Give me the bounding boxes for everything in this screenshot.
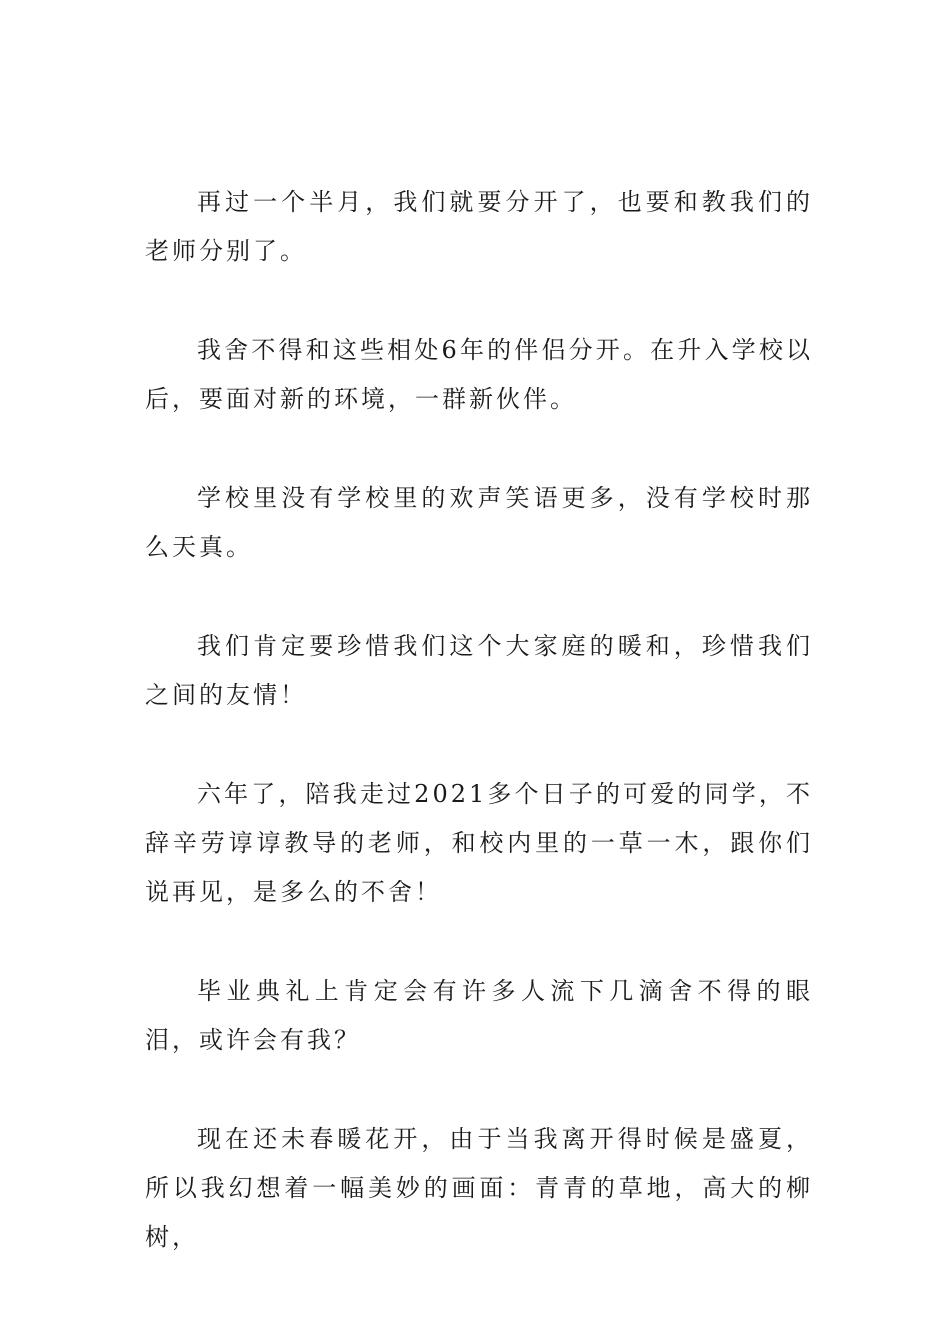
paragraph-2: 我舍不得和这些相处6年的伴侣分开。在升入学校以后，要面对新的环境，一群新伙伴。 xyxy=(145,336,813,413)
paragraph-4: 我们肯定要珍惜我们这个大家庭的暖和，珍惜我们之间的友情！ xyxy=(145,632,813,709)
paragraph-5: 六年了，陪我走过2021多个日子的可爱的同学，不辞辛劳谆谆教导的老师，和校内里的一草一木，跟你们说再见，是多么的不舍！ xyxy=(145,780,813,906)
paragraph-6: 毕业典礼上肯定会有许多人流下几滴舍不得的眼泪，或许会有我？ xyxy=(145,977,813,1054)
paragraph-1: 再过一个半月，我们就要分开了，也要和教我们的老师分别了。 xyxy=(145,188,813,265)
document-body xyxy=(145,178,813,1312)
paragraph-3: 学校里没有学校里的欢声笑语更多，没有学校时那么天真。 xyxy=(145,484,813,561)
paragraph-7: 现在还未春暖花开，由于当我离开得时候是盛夏，所以我幻想着一幅美妙的画面：青青的草地，高大的柳树， xyxy=(145,1125,813,1251)
